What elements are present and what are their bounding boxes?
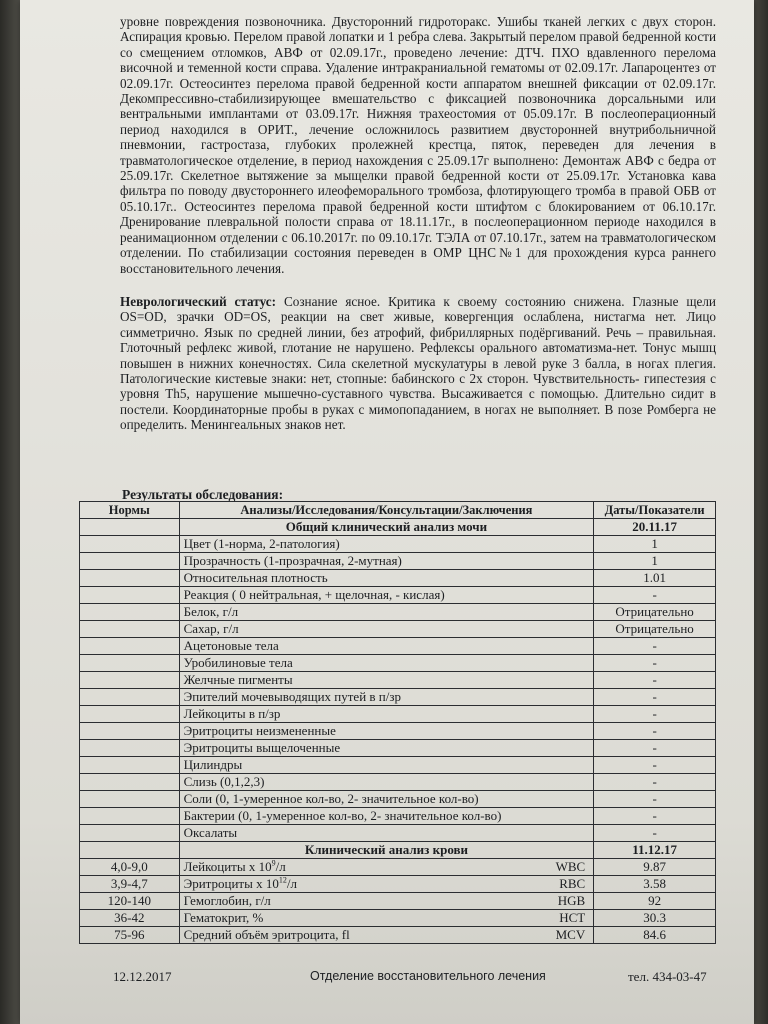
value-cell: - [594,825,716,842]
table-row [80,876,716,893]
analysis-name [184,672,293,688]
table-row [80,570,716,587]
analysis-name [184,587,445,603]
analysis-label: Лейкоциты х 10 [183,859,272,874]
analysis-label: Эпителий мочевыводящих путей в п/зр [183,689,401,704]
norm-cell [80,791,180,808]
norm-cell [80,638,180,655]
value-cell: - [594,757,716,774]
analysis-cell [179,604,594,621]
analysis-cell [179,876,594,893]
analysis-abbreviation: HCT [559,910,586,925]
analysis-name [184,825,238,841]
table-row [80,587,716,604]
analysis-cell [179,859,594,876]
analysis-name [184,655,293,671]
table-row [80,825,716,842]
unit-exponent: 12 [278,875,287,885]
value-cell: - [594,706,716,723]
norm-cell [80,706,180,723]
blood-section [80,842,716,944]
analysis-name [184,927,350,943]
norm-cell [80,808,180,825]
neuro-status-paragraph [120,294,716,433]
value-cell: 1.01 [594,570,716,587]
backdrop-left [0,0,22,1024]
results-title: Результаты обследования: [122,487,284,502]
value-cell: - [594,808,716,825]
analysis-cell [179,672,594,689]
table-header-row [80,502,716,519]
value-cell: - [594,638,716,655]
analysis-label: Соли (0, 1-умеренное кол-во, 2- значительное кол-во) [183,791,479,806]
value-cell: - [594,774,716,791]
value-cell: - [594,587,716,604]
analysis-name [184,536,340,552]
table-row [80,706,716,723]
blood-section-row [80,842,716,859]
value-cell: 3.58 [594,876,716,893]
neuro-status-title: Неврологический статус: [120,293,277,309]
analysis-name [184,757,243,773]
value-cell: 92 [594,893,716,910]
value-cell: 84.6 [594,927,716,944]
blood-section-title: Клинический анализ крови [179,842,594,859]
analysis-label: Оксалаты [183,825,238,840]
norm-cell [80,536,180,553]
analysis-cell [179,536,594,553]
urine-section [80,519,716,842]
norm-cell [80,587,180,604]
analysis-cell [179,570,594,587]
table-row [80,638,716,655]
analysis-cell [179,893,594,910]
analysis-label: Слизь (0,1,2,3) [183,774,265,789]
neuro-status-text: Сознание ясное. Критика к своему состоянию снижена. Глазные щели OS=OD, зрачки OD=OS, реакции на свет живые, ковергенция ослаблена, нистагма нет. Лицо симметрично. Язык по средней линии, без атрофий, фибриллярных подёргиваний. Речь – правильная. Глоточный рефлекс живой, глотание не нарушено. Рефлексы орального автоматизма-нет. Тонус мышц повышен в нижних конечностях. Сила скелетной мускулатуры в левой руке 3 балла, в ногах плегия. Патологические кистевые знаки: нет, стопные: бабинского с 2х сторон. Чувствительность- гипестезия с уровня Th5, нарушение мышечно-суставного чувства. Высаживается с помощью. Длительно сидит в постели. Координаторные пробы в руках с мимопопаданием, в ногах не выполняет. В позе Ромберга не определить. Менингеальных знаков нет. [120,293,716,433]
analysis-label: Лейкоциты в п/зр [183,706,281,721]
urine-date: 20.11.17 [594,519,716,536]
analysis-cell [179,621,594,638]
value-cell: - [594,689,716,706]
norm-cell [80,621,180,638]
norm-cell: 3,9-4,7 [80,876,180,893]
backdrop-right [752,0,768,1024]
norm-cell [80,723,180,740]
urine-section-title: Общий клинический анализ мочи [179,519,594,536]
table-row [80,859,716,876]
analysis-cell [179,740,594,757]
analysis-cell [179,689,594,706]
document-body [120,14,716,433]
analysis-label: Прозрачность (1-прозрачная, 2-мутная) [183,553,402,568]
analysis-label: Уробилиновые тела [183,655,293,670]
analysis-cell [179,910,594,927]
value-cell: - [594,672,716,689]
analysis-cell [179,655,594,672]
analysis-label: Ацетоновые тела [183,638,279,653]
table-row [80,927,716,944]
analysis-label: Белок, г/л [183,604,239,619]
analysis-name [184,553,402,569]
analysis-label: Гематокрит, % [183,910,264,925]
analysis-label: Гемоглобин, г/л [183,893,271,908]
analysis-name [184,689,401,705]
norm-cell [80,655,180,672]
analysis-cell [179,723,594,740]
analysis-name [184,791,479,807]
section-norm-cell [80,519,180,536]
unit-suffix: /л [275,859,286,874]
table-row [80,808,716,825]
value-cell: - [594,740,716,757]
norm-cell [80,553,180,570]
analysis-name [184,604,238,620]
table-row [80,893,716,910]
table-row [80,655,716,672]
analysis-name [184,876,297,892]
analysis-name [184,570,328,586]
analysis-label: Эритроциты неизмененные [183,723,336,738]
value-cell: 1 [594,536,716,553]
section-norm-cell [80,842,180,859]
norm-cell [80,689,180,706]
norm-cell [80,757,180,774]
table-row [80,723,716,740]
analysis-name [184,706,281,722]
value-cell: - [594,723,716,740]
value-cell: Отрицательно [594,621,716,638]
analysis-label: Сахар, г/л [183,621,239,636]
norm-cell [80,740,180,757]
analysis-label: Цилиндры [183,757,243,772]
analysis-cell [179,774,594,791]
table-row [80,757,716,774]
table-row [80,774,716,791]
header-analyses: Анализы/Исследования/Консультации/Заключения [179,502,594,519]
norm-cell: 120-140 [80,893,180,910]
analysis-label: Средний объём эритроцита, fl [183,927,350,942]
table-row [80,553,716,570]
norm-cell [80,570,180,587]
analysis-name [184,723,336,739]
norm-cell [80,825,180,842]
analysis-cell [179,825,594,842]
analysis-cell [179,791,594,808]
value-cell: - [594,655,716,672]
analysis-cell [179,808,594,825]
analysis-label: Реакция ( 0 нейтральная, + щелочная, - кислая) [183,587,445,602]
analysis-name [184,774,265,790]
analysis-cell [179,638,594,655]
analysis-label: Желчные пигменты [183,672,293,687]
analysis-name [184,859,286,875]
table-row [80,672,716,689]
value-cell: 9.87 [594,859,716,876]
analysis-abbreviation: WBC [555,859,586,874]
norm-cell [80,604,180,621]
table-row [80,910,716,927]
analysis-abbreviation: RBC [559,876,586,891]
analysis-name [184,621,239,637]
footer-department: Отделение восстановительного лечения [310,969,546,983]
value-cell: - [594,791,716,808]
analysis-name [184,910,264,926]
analysis-abbreviation: HGB [557,893,586,908]
analysis-cell [179,757,594,774]
table-row [80,791,716,808]
analysis-cell [179,927,594,944]
analysis-cell [179,706,594,723]
unit-exponent: 9 [271,858,276,868]
analysis-cell [179,587,594,604]
value-cell: 1 [594,553,716,570]
analysis-name [184,638,279,654]
table-row [80,621,716,638]
urine-section-row [80,519,716,536]
analysis-label: Цвет (1-норма, 2-патология) [183,536,340,551]
norm-cell: 36-42 [80,910,180,927]
analysis-name [184,893,271,909]
history-paragraph: уровне повреждения позвоночника. Двусторонний гидроторакс. Ушибы тканей легких с двух сторон. Аспирация кровью. Перелом правой лопатки и 1 ребра слева. Закрытый перелом правой бедренной кости со смещением отломков, АВФ от 02.09.17г., проведено лечение: ДТЧ. ПХО вдавленного перелома височной и теменной кости справа. Удаление интракраниальной гематомы от 02.09.17г. Лапароцентез от 02.09.17г. Остеосинтез перелома правой бедренной кости аппаратом внешней фиксации от 02.09.17г. Декомпрессивно-стабилизирующее вмешательство с фиксацией позвоночника дорсальными или вентральными имплантами от 03.09.17г. Нижняя трахеостомия от 05.09.17г. В послеоперационный период находился в ОРИТ., лечение осложнилось развитием двусторонней внутрибольничной пневмонии, гастростаза, глубоких пролежней крестца, пяток, переведен для лечения в травматологическое отделение, в период нахождения с 25.09.17г выполнено: Демонтаж АВФ с бедра от 25.09.17г. Скелетное вытяжение за мыщелки правой бедренной кости от 25.09.17г. Установка кава фильтра по поводу двустороннего илеофеморального тромбоза, флотирующего тромба в правой ОБВ от 05.10.17г.. Остеосинтез перелома правой бедренной кости штифтом с блокированием от 06.10.17г. Дренирование плевральной полости справа от 18.11.17г., в послеоперационном периоде находился в реанимационном отделении с 06.10.2017г. по 09.10.17г. ТЭЛА от 07.10.17г., затем на травматологическом отделении. По стабилизации состояния переведен в ОМР ЦНС№1 для прохождения курса раннего восстановительного лечения. [120,14,716,276]
table-row [80,689,716,706]
analysis-label: Относительная плотность [183,570,328,585]
table-row [80,740,716,757]
norm-cell: 4,0-9,0 [80,859,180,876]
analysis-label: Бактерии (0, 1-умеренное кол-во, 2- значительное кол-во) [183,808,502,823]
value-cell: 30.3 [594,910,716,927]
footer-phone: тел. 434-03-47 [628,969,707,984]
header-norms: Нормы [80,502,180,519]
table-row [80,604,716,621]
table-row [80,536,716,553]
unit-suffix: /л [286,876,297,891]
analysis-name [184,808,502,824]
footer-date: 12.12.2017 [113,969,172,984]
analysis-label: Эритроциты выщелоченные [183,740,341,755]
analysis-name [184,740,341,756]
norm-cell: 75-96 [80,927,180,944]
results-table [79,501,716,944]
norm-cell [80,774,180,791]
header-values: Даты/Показатели [594,502,716,519]
blood-date: 11.12.17 [594,842,716,859]
analysis-cell [179,553,594,570]
norm-cell [80,672,180,689]
analysis-abbreviation: MCV [555,927,586,942]
analysis-label: Эритроциты х 10 [183,876,279,891]
value-cell: Отрицательно [594,604,716,621]
